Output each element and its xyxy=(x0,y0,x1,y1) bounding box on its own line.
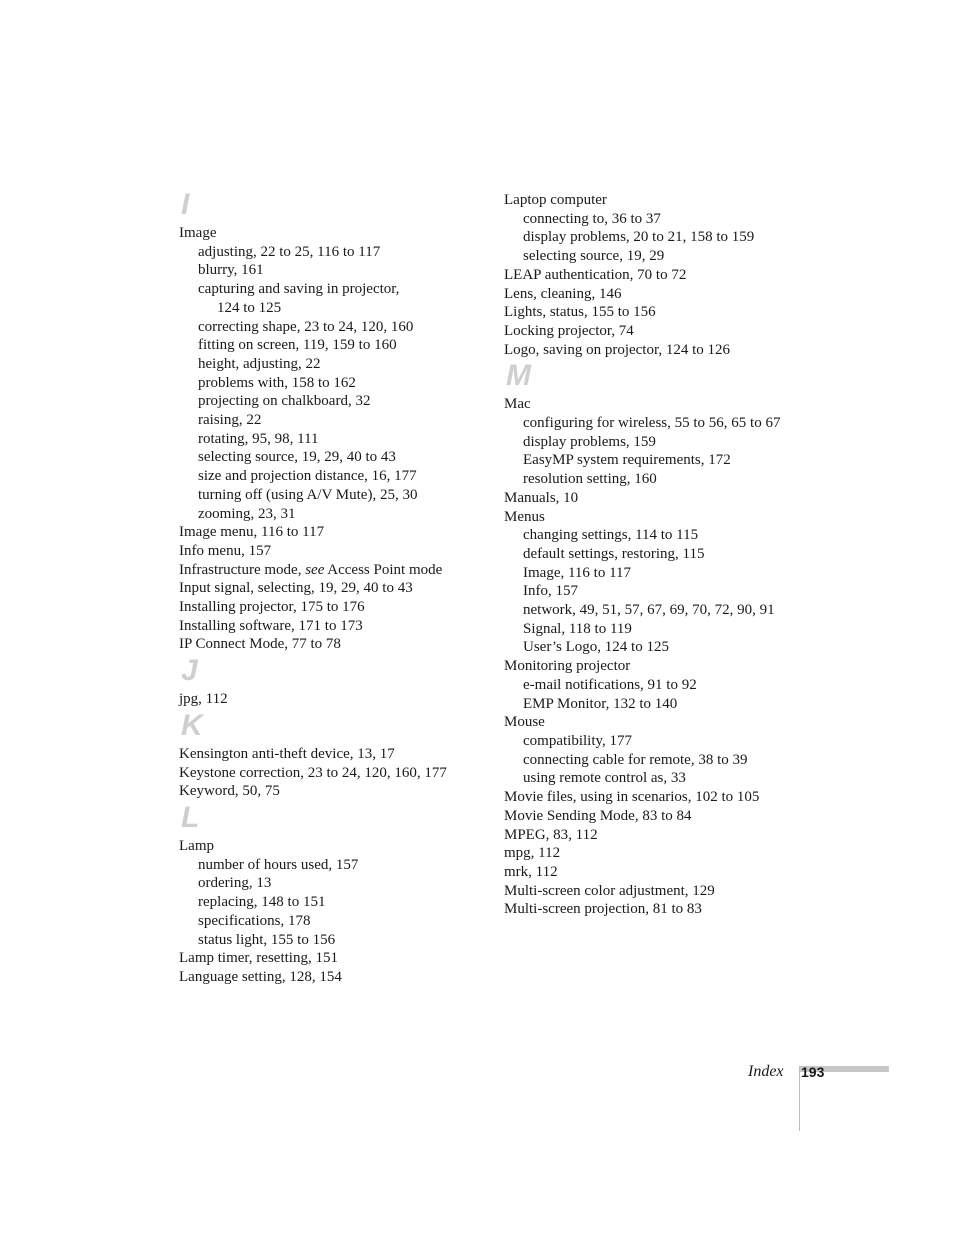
index-entry: Manuals, 10 xyxy=(504,489,579,506)
index-subentry: replacing, 148 to 151 xyxy=(198,894,326,911)
index-entry: Keyword, 50, 75 xyxy=(179,783,280,800)
index-entry: Multi-screen projection, 81 to 83 xyxy=(504,901,702,918)
index-entry: Lights, status, 155 to 156 xyxy=(504,304,656,321)
index-subentry: display problems, 159 xyxy=(523,433,656,450)
index-entry: Keystone correction, 23 to 24, 120, 160, 177 xyxy=(179,764,447,781)
index-subentry: height, adjusting, 22 xyxy=(198,355,321,372)
index-entry: Language setting, 128, 154 xyxy=(179,968,342,985)
index-subentry: turning off (using A/V Mute), 25, 30 xyxy=(198,486,418,503)
index-entry-target: Access Point mode xyxy=(324,561,443,578)
index-entry-see: see xyxy=(305,561,325,578)
index-entry: Monitoring projector xyxy=(504,658,631,675)
index-letter-heading: K xyxy=(181,708,203,742)
index-subentry: fitting on screen, 119, 159 to 160 xyxy=(198,337,397,354)
index-subentry: problems with, 158 to 162 xyxy=(198,374,356,391)
index-subentry: zooming, 23, 31 xyxy=(198,505,296,522)
index-entry: Kensington anti-theft device, 13, 17 xyxy=(179,745,395,762)
index-subentry: Signal, 118 to 119 xyxy=(523,620,632,637)
index-subentry: compatibility, 177 xyxy=(523,732,633,749)
index-subentry: User’s Logo, 124 to 125 xyxy=(523,639,669,656)
index-subentry: status light, 155 to 156 xyxy=(198,931,336,948)
index-entry: Lamp xyxy=(179,837,214,854)
index-subentry: default settings, restoring, 115 xyxy=(523,545,705,562)
index-entry: Installing projector, 175 to 176 xyxy=(179,599,365,616)
index-subentry: changing settings, 114 to 115 xyxy=(523,527,699,544)
index-subentry: connecting cable for remote, 38 to 39 xyxy=(523,751,748,768)
index-subentry: Image, 116 to 117 xyxy=(523,564,632,581)
index-subentry: rotating, 95, 98, 111 xyxy=(198,430,319,447)
index-subentry: correcting shape, 23 to 24, 120, 160 xyxy=(198,318,414,335)
index-subentry: configuring for wireless, 55 to 56, 65 to 67 xyxy=(523,415,781,432)
index-letter-heading: M xyxy=(506,359,531,393)
index-subentry: connecting to, 36 to 37 xyxy=(523,210,661,227)
index-entry-text: Infrastructure mode, xyxy=(179,561,306,578)
index-entry: jpg, 112 xyxy=(179,691,228,708)
index-subentry: display problems, 20 to 21, 158 to 159 xyxy=(523,229,755,246)
index-entry xyxy=(179,561,479,580)
index-entry: Locking projector, 74 xyxy=(504,322,634,339)
index-subentry: ordering, 13 xyxy=(198,875,272,892)
footer-rule xyxy=(799,1066,800,1131)
index-subentry: blurry, 161 xyxy=(198,262,264,279)
index-entry: Mouse xyxy=(504,714,545,731)
index-subentry: number of hours used, 157 xyxy=(198,856,359,873)
index-subentry: EasyMP system requirements, 172 xyxy=(523,452,731,469)
index-subentry: Info, 157 xyxy=(523,583,578,600)
index-entry: Image xyxy=(179,225,217,241)
index-entry: Image menu, 116 to 117 xyxy=(179,524,325,541)
index-subentry: network, 49, 51, 57, 67, 69, 70, 72, 90, 91 xyxy=(523,602,775,619)
index-entry: Installing software, 171 to 173 xyxy=(179,617,363,634)
index-entry: Mac xyxy=(504,396,531,413)
index-entry: MPEG, 83, 112 xyxy=(504,826,598,843)
index-entry: Movie files, using in scenarios, 102 to 105 xyxy=(504,789,760,806)
index-column-left xyxy=(179,188,479,987)
index-subentry: selecting source, 19, 29, 40 to 43 xyxy=(198,449,396,466)
index-entry: mrk, 112 xyxy=(504,863,558,880)
index-subentry: raising, 22 xyxy=(198,412,262,429)
index-subentry: EMP Monitor, 132 to 140 xyxy=(523,695,678,712)
index-letter-heading: J xyxy=(181,654,198,688)
index-entry: Logo, saving on projector, 124 to 126 xyxy=(504,341,731,358)
index-subentry: using remote control as, 33 xyxy=(523,770,686,787)
index-entry: mpg, 112 xyxy=(504,845,561,862)
index-entry: IP Connect Mode, 77 to 78 xyxy=(179,636,341,653)
index-entry: Lens, cleaning, 146 xyxy=(504,285,622,302)
index-letter-heading: I xyxy=(181,188,190,221)
index-subentry: capturing and saving in projector, xyxy=(198,281,400,298)
index-subentry: resolution setting, 160 xyxy=(523,471,657,488)
index-entry: Menus xyxy=(504,508,545,525)
index-subentry: projecting on chalkboard, 32 xyxy=(198,393,371,410)
index-subentry: selecting source, 19, 29 xyxy=(523,248,665,265)
page-number: 193 xyxy=(801,1064,825,1080)
footer-section-label: Index xyxy=(748,1063,784,1080)
index-subentry: size and projection distance, 16, 177 xyxy=(198,468,417,485)
index-entry: Laptop computer xyxy=(504,192,607,208)
index-subentry: adjusting, 22 to 25, 116 to 117 xyxy=(198,243,381,260)
index-subentry: 124 to 125 xyxy=(217,299,282,316)
index-entry: Lamp timer, resetting, 151 xyxy=(179,950,338,967)
index-entry: Movie Sending Mode, 83 to 84 xyxy=(504,807,692,824)
index-entry: LEAP authentication, 70 to 72 xyxy=(504,266,687,283)
index-letter-heading: L xyxy=(181,800,200,834)
index-entry: Info menu, 157 xyxy=(179,542,272,559)
index-subentry: specifications, 178 xyxy=(198,912,311,929)
index-column-right xyxy=(504,191,804,919)
index-entry: Input signal, selecting, 19, 29, 40 to 43 xyxy=(179,580,413,597)
index-entry: Multi-screen color adjustment, 129 xyxy=(504,882,715,899)
index-subentry: e-mail notifications, 91 to 92 xyxy=(523,676,697,693)
